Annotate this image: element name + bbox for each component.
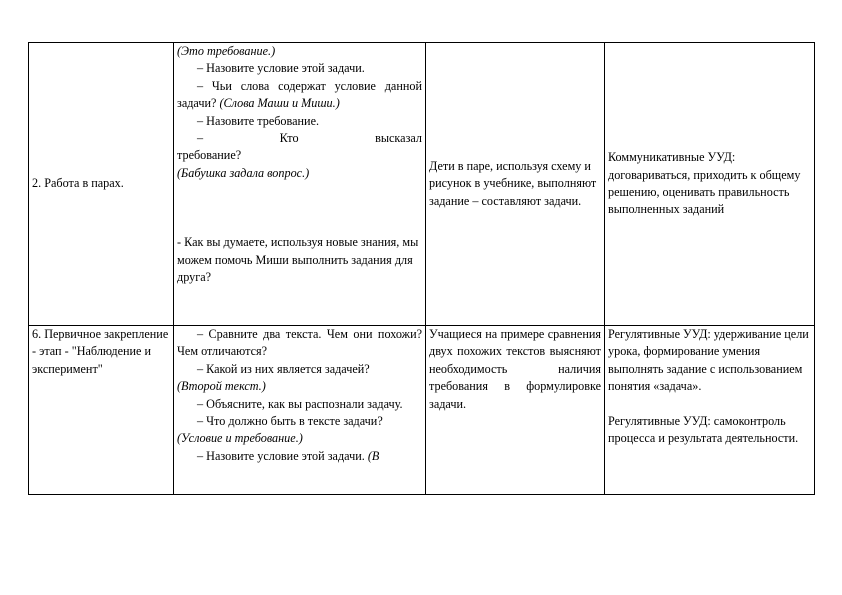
teacher-activity-cell <box>174 326 426 495</box>
teacher-answer: (Слова Маши и Миши.) <box>219 96 340 111</box>
teacher-line: – Назовите требование. <box>197 113 320 128</box>
uud-cell <box>605 326 815 495</box>
teacher-line: - Как вы думаете, используя новые знания, мы можем помочь Миши выполнить задания для друга? <box>177 235 419 285</box>
table-row <box>29 43 815 326</box>
teacher-line <box>177 78 422 113</box>
stage-label: 2. Работа в парах. <box>32 176 124 191</box>
uud-cell <box>605 43 815 326</box>
teacher-answer: (Второй текст.) <box>177 379 266 394</box>
stage-cell <box>29 43 174 326</box>
student-activity-text: Учащиеся на примере сравнения двух похожих текстов выясняют необходимость наличия требования в формулировке задачи. <box>429 327 601 411</box>
student-activity-cell <box>426 326 605 495</box>
teacher-line: – Назовите условие этой задачи. <box>197 61 365 76</box>
teacher-line-text: – Назовите условие этой задачи. <box>197 448 368 463</box>
teacher-answer: (В <box>367 448 380 463</box>
table-row <box>29 326 815 495</box>
teacher-activity-cell <box>174 43 426 326</box>
uud-text: Регулятивные УУД: удерживание цели урока, формирование умения выполнять задание с использованием понятия «задача». <box>608 327 809 394</box>
teacher-line: – Кто высказал требование? <box>177 131 422 163</box>
teacher-line: – Объясните, как вы распознали задачу. <box>197 396 403 411</box>
teacher-line: – Какой из них является задачей? <box>197 361 370 376</box>
stage-cell <box>29 326 174 495</box>
teacher-line: (Это требование.) <box>177 44 276 58</box>
uud-text: Коммуникативные УУД: договариваться, приходить к общему решению, оценивать правильность выполненных заданий <box>608 150 801 217</box>
student-activity-cell <box>426 43 605 326</box>
teacher-answer: (Условие и требование.) <box>177 431 303 446</box>
teacher-line-text: – Чьи слова содержат условие данной задачи? <box>177 78 422 111</box>
lesson-plan-table <box>28 42 815 495</box>
teacher-line: – Что должно быть в тексте задачи? <box>197 414 383 429</box>
stage-label: 6. Первичное закрепление - этап - "Наблюдение и эксперимент" <box>32 327 169 376</box>
teacher-line <box>177 448 422 465</box>
student-activity-text: Дети в паре, используя схему и рисунок в учебнике, выполняют задание – составляют задачи. <box>429 158 597 208</box>
teacher-answer: (Бабушка задала вопрос.) <box>177 165 310 180</box>
teacher-line: – Сравните два текста. Чем они похожи? Чем отличаются? <box>177 327 422 359</box>
uud-text: Регулятивные УУД: самоконтроль процесса и результата деятельности. <box>608 414 799 446</box>
